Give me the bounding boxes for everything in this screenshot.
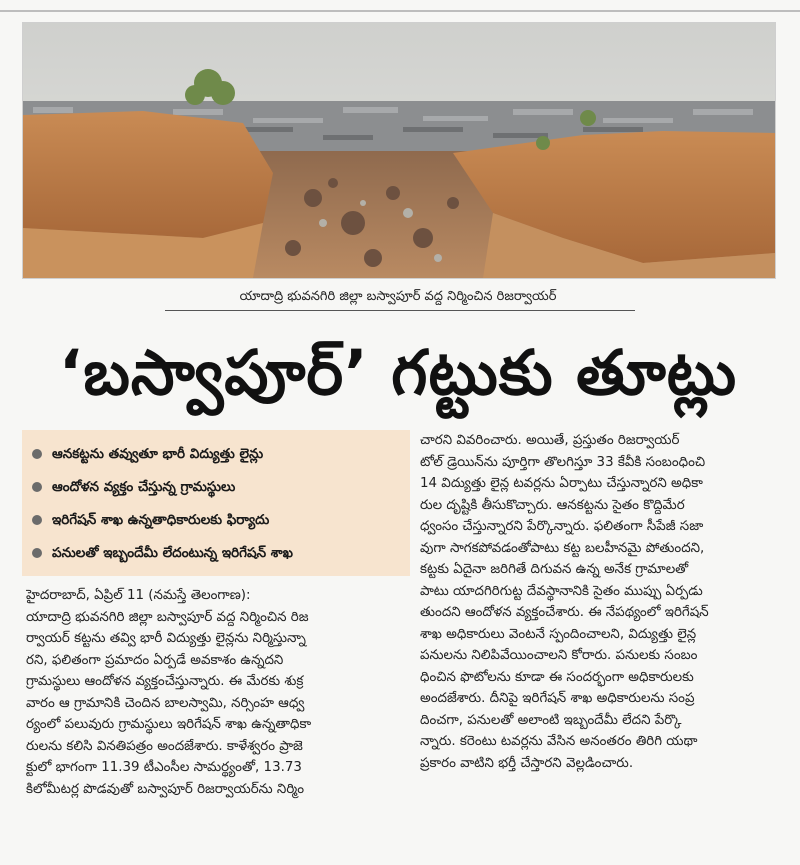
reservoir-photo <box>22 22 776 279</box>
article-line: 14 విద్యుత్తు లైన్ల టవర్లను ఏర్పాటు చేస్తున్నారని అధికా <box>420 476 703 491</box>
highlight-text: పనులతో ఇబ్బందేమీ లేదంటున్న ఇరిగేషన్ శాఖ <box>52 545 293 561</box>
article-line: దించగా, పనులతో అలాంటి ఇబ్బందేమీ లేదని పేర్కొ <box>420 712 682 728</box>
bullet-icon <box>32 449 42 459</box>
highlight-text: ఆందోళన వ్యక్తం చేస్తున్న గ్రామస్థులు <box>52 479 236 495</box>
article-line: కిలోమీటర్ల పొడవుతో బస్వాపూర్ రిజర్వాయర్‌ను నిర్మిం <box>26 781 305 797</box>
article-line: ర్యంలో పలువురు గ్రామస్థులు ఇరిగేషన్ శాఖ ఉన్నతాధికా <box>26 717 312 732</box>
article-line: రులను కలిసి వినతిపత్రం అందజేశారు. కాళేశ్వరం ప్రాజె <box>26 738 303 754</box>
headline: ‘బస్వాపూర్’ గట్టుకు తూట్లు <box>58 336 738 409</box>
article-line: ప్రకారం వాటిని భర్తీ చేస్తారని వెల్లడించారు. <box>420 755 634 771</box>
article-column-left <box>26 585 410 800</box>
article-line: ధించిన ఫొటోలను కూడా ఈ సందర్భంగా అధికారులకు <box>420 669 694 685</box>
article-line: హైదరాబాద్, ఏప్రిల్ 11 (నమస్తే తెలంగాణ): <box>26 588 251 603</box>
article-line: క్టులో భాగంగా 11.39 టీఎంసీల సామర్థ్యంతో, 13.73 <box>26 760 302 775</box>
article-line: రని, ఫలితంగా ప్రమాదం ఏర్పడే అవకాశం ఉన్నదని <box>26 652 284 668</box>
article-line: యాదాద్రి భువనగిరి జిల్లా బస్వాపూర్ వద్ద నిర్మించిన రిజ <box>26 609 309 625</box>
highlight-text: ఆనకట్టను తవ్వుతూ భారీ విద్యుత్తు లైన్లు <box>52 446 264 462</box>
article-line: పాటు యాదగిరిగుట్ట దేవస్థానానికి సైతం ముప్పు ఏర్పడు <box>420 583 703 599</box>
article-line: పనులను నిలిపివేయించాలని కోరారు. పనులకు సంబం <box>420 648 698 663</box>
article-line: ధ్వంసం చేస్తున్నారని పేర్కొన్నారు. ఫలితంగా సీపేజీ సజా <box>420 519 704 534</box>
photo-caption: యాదాద్రి భువనగిరి జిల్లా బస్వాపూర్ వద్ద నిర్మించిన రిజర్వాయర్ <box>239 289 557 304</box>
highlight-item <box>30 537 402 570</box>
caption-underline <box>165 310 635 311</box>
highlight-text: ఇరిగేషన్ శాఖ ఉన్నతాధికారులకు ఫిర్యాదు <box>52 512 270 528</box>
article-line: రుల దృష్టికి తీసుకొచ్చారు. ఆనకట్టను సైతం కొద్దిమేర <box>420 497 685 513</box>
article-line: ర్వాయర్ కట్టను తవ్వి భారీ విద్యుత్తు లైన్లను నిర్మిస్తున్నా <box>26 631 306 646</box>
top-divider <box>0 10 800 12</box>
bullet-icon <box>32 548 42 558</box>
bullet-icon <box>32 482 42 492</box>
highlight-item <box>30 438 402 471</box>
article-line: న్నారు. కరెంటు టవర్లను వేసిన అనంతరం తిరిగి యథా <box>420 734 698 749</box>
article-line: అందజేశారు. దీనిపై ఇరిగేషన్ శాఖ అధికారులను సంప్ర <box>420 691 695 706</box>
highlights-box <box>22 430 410 576</box>
article-line: వుగా సాగకపోవడంతోపాటు కట్ట బలహీనమై పోతుందని, <box>420 540 705 556</box>
article-line: టోల్ డ్రెయిన్‌ను పూర్తిగా తొలగిస్తూ 33 కేవీకి సంబంధించి <box>420 454 706 470</box>
article-line: చారని వివరించారు. అయితే, ప్రస్తుతం రిజర్వాయర్ <box>420 433 680 448</box>
article-line: శాఖ అధికారులు వెంటనే స్పందించాలని, విద్యుత్తు లైన్ల <box>420 626 697 642</box>
highlight-item <box>30 504 402 537</box>
highlight-item <box>30 471 402 504</box>
article-line: వారం ఆ గ్రామానికి చెందిన బాలస్వామి, నర్సింహ ఆధ్వ <box>26 695 305 711</box>
article-line: కట్టకు ఏదైనా జరిగితే దిగువన ఉన్న అనేక గ్రామాలతో <box>420 562 689 577</box>
article-column-right <box>420 430 774 774</box>
article-line: గ్రామస్థులు ఆందోళన వ్యక్తంచేస్తున్నారు. ఈ మేరకు శుక్ర <box>26 674 304 689</box>
article-line: తుందని ఆందోళన వ్యక్తంచేశారు. ఈ నేపథ్యంలో ఇరిగేషన్ <box>420 605 709 620</box>
bullet-icon <box>32 515 42 525</box>
